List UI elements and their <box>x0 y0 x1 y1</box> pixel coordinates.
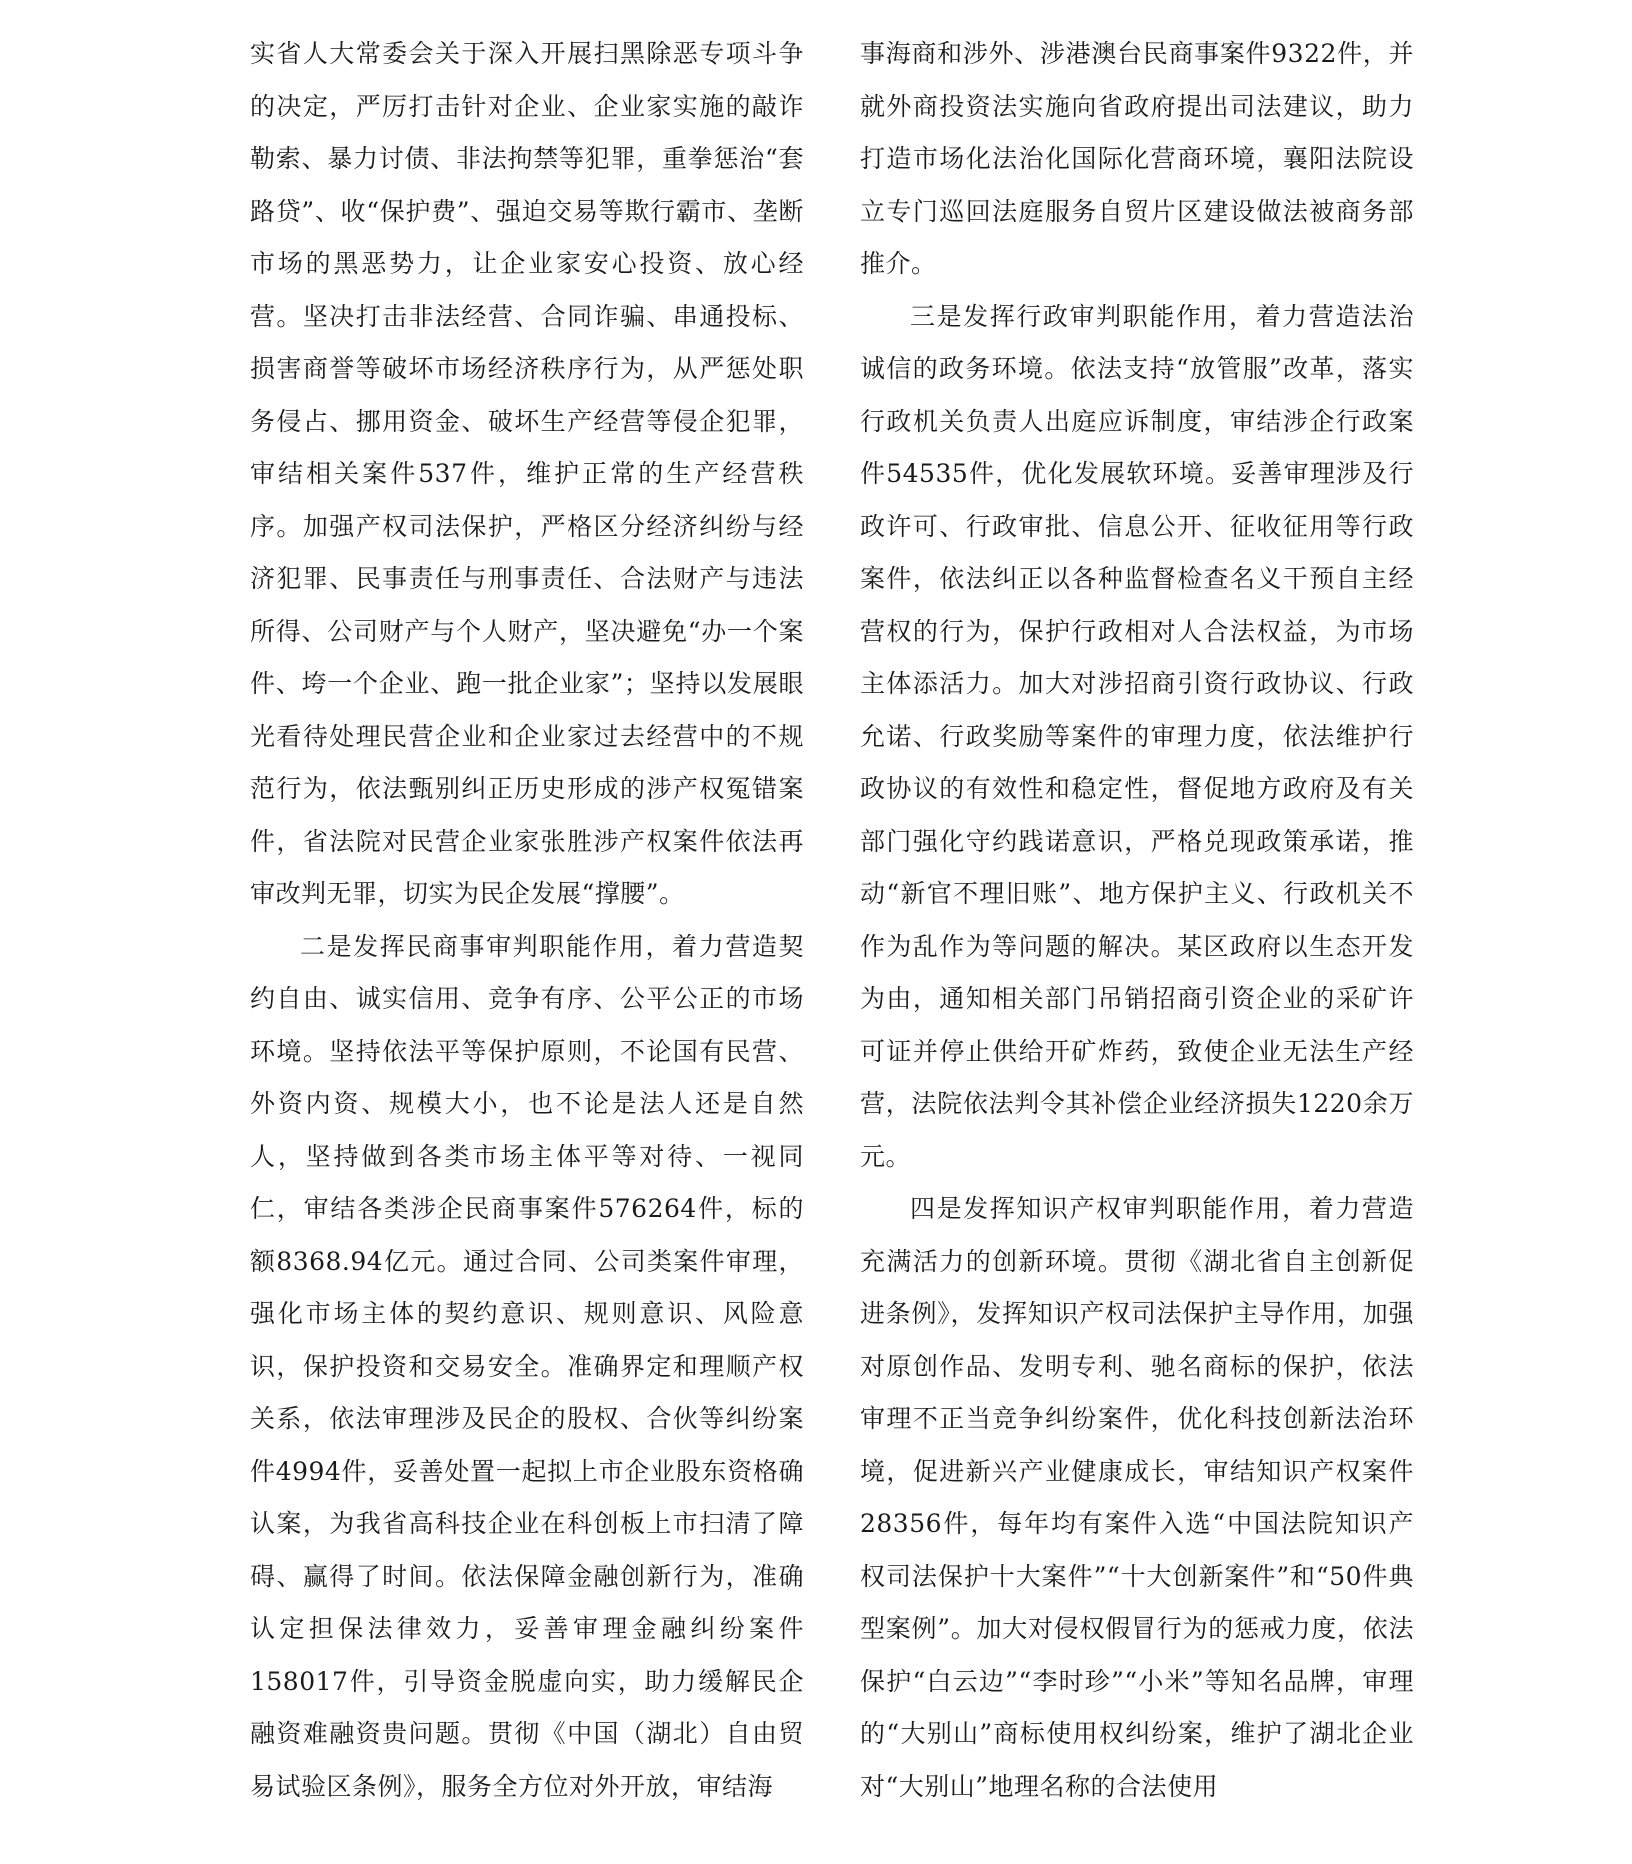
paragraph: 事海商和涉外、涉港澳台民商事案件9322件，并就外商投资法实施向省政府提出司法建议，助力打造市场化法治化国际化营商环境，襄阳法院设立专门巡回法庭服务自贸片区建设做法被商务部推介。 <box>860 39 1414 278</box>
paragraph: 二是发挥民商事审判职能作用，着力营造契约自由、诚实信用、竞争有序、公平公正的市场环境。坚持依法平等保护原则，不论国有民营、外资内资、规模大小，也不论是法人还是自然人，坚持做到各类市场主体平等对待、一视同仁，审结各类涉企民商事案件576264件，标的额8368.94亿元。通过合同、公司类案件审理，强化市场主体的契约意识、规则意识、风险意识，保护投资和交易安全。准确界定和理顺产权关系，依法审理涉及民企的股权、合伙等纠纷案件4994件，妥善处置一起拟上市企业股东资格确认案，为我省高科技企业在科创板上市扫清了障碍、赢得了时间。依法保障金融创新行为，准确认定担保法律效力，妥善审理金融纠纷案件158017件，引导资金脱虚向实，助力缓解民企融资难融资贵问题。贯彻《中国（湖北）自由贸易试验区条例》，服务全方位对外开放，审结海 <box>250 931 804 1801</box>
left-column <box>250 28 804 1813</box>
paragraph: 实省人大常委会关于深入开展扫黑除恶专项斗争的决定，严厉打击针对企业、企业家实施的敲诈勒索、暴力讨债、非法拘禁等犯罪，重拳惩治“套路贷”、收“保护费”、强迫交易等欺行霸市、垄断市场的黑恶势力，让企业家安心投资、放心经营。坚决打击非法经营、合同诈骗、串通投标、损害商誉等破坏市场经济秩序行为，从严惩处职务侵占、挪用资金、破坏生产经营等侵企犯罪，审结相关案件537件，维护正常的生产经营秩序。加强产权司法保护，严格区分经济纠纷与经济犯罪、民事责任与刑事责任、合法财产与违法所得、公司财产与个人财产，坚决避免“办一个案件、垮一个企业、跑一批企业家”；坚持以发展眼光看待处理民营企业和企业家过去经营中的不规范行为，依法甄别纠正历史形成的涉产权冤错案件，省法院对民营企业家张胜涉产权案件依法再审改判无罪，切实为民企发展“撑腰”。 <box>250 39 804 908</box>
paragraph: 三是发挥行政审判职能作用，着力营造法治诚信的政务环境。依法支持“放管服”改革，落实行政机关负责人出庭应诉制度，审结涉企行政案件54535件，优化发展软环境。妥善审理涉及行政许可、行政审批、信息公开、征收征用等行政案件，依法纠正以各种监督检查名义干预自主经营权的行为，保护行政相对人合法权益，为市场主体添活力。加大对涉招商引资行政协议、行政允诺、行政奖励等案件的审理力度，依法维护行政协议的有效性和稳定性，督促地方政府及有关部门强化守约践诺意识，严格兑现政策承诺，推动“新官不理旧账”、地方保护主义、行政机关不作为乱作为等问题的解决。某区政府以生态开发为由，通知相关部门吊销招商引资企业的采矿许可证并停止供给开矿炸药，致使企业无法生产经营，法院依法判令其补偿企业经济损失1220余万元。 <box>860 301 1414 1171</box>
paragraph: 四是发挥知识产权审判职能作用，着力营造充满活力的创新环境。贯彻《湖北省自主创新促进条例》，发挥知识产权司法保护主导作用，加强对原创作品、发明专利、驰名商标的保护，依法审理不正当竞争纠纷案件，优化科技创新法治环境，促进新兴产业健康成长，审结知识产权案件28356件，每年均有案件入选“中国法院知识产权司法保护十大案件”“十大创新案件”和“50件典型案例”。加大对侵权假冒行为的惩戒力度，依法保护“白云边”“李时珍”“小米”等知名品牌，审理的“大别山”商标使用权纠纷案，维护了湖北企业对“大别山”地理名称的合法使用 <box>860 1194 1414 1801</box>
right-column <box>860 28 1414 1813</box>
